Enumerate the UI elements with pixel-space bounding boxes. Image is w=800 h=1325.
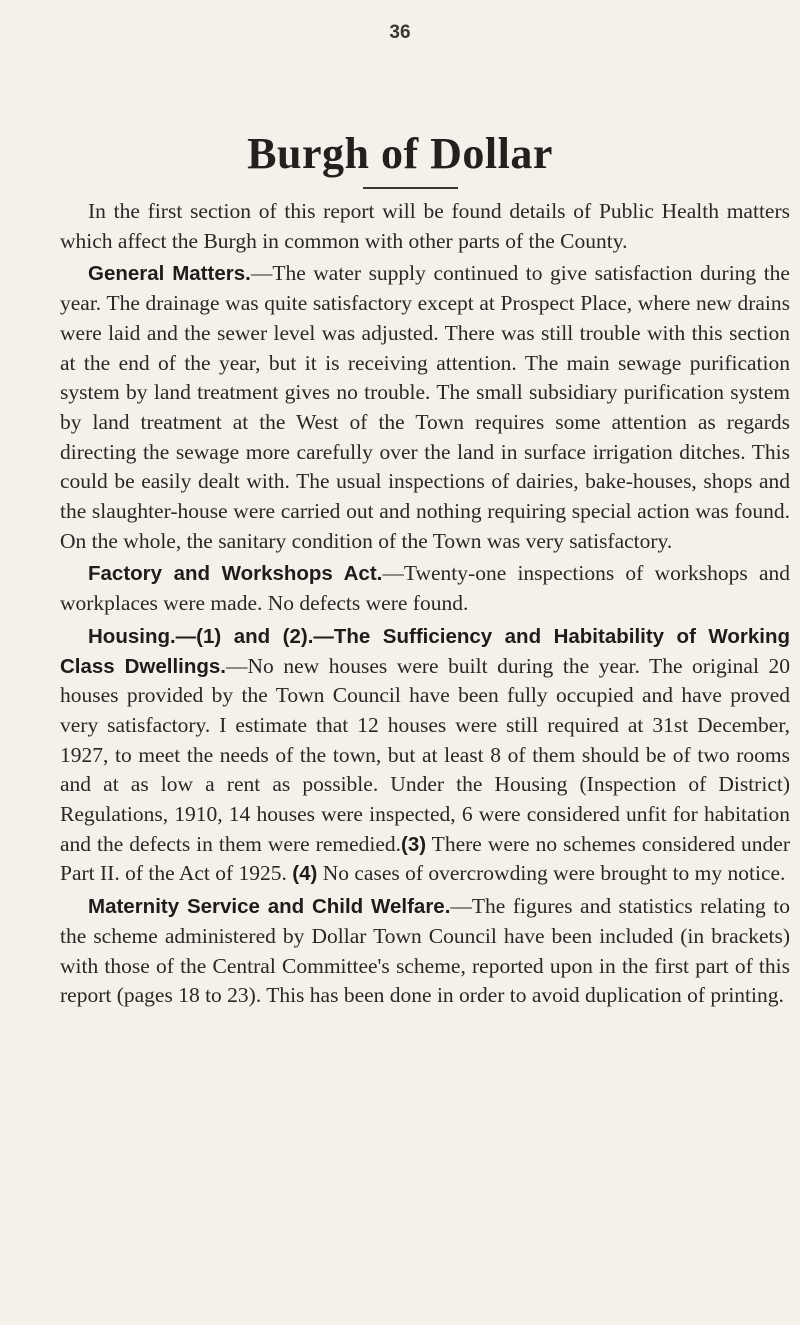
housing-marker-3: (3) (401, 832, 427, 856)
report-body (60, 197, 790, 1014)
page-number: 36 (389, 22, 411, 43)
housing-heading: Housing.—(1) and (2).—The Sufficiency and Habitability of Working Class Dwellings. (60, 624, 790, 678)
housing-text-3: There were no schemes considered under Part II. of the Act of 1925. (60, 831, 790, 886)
housing-marker-4: (4) (292, 862, 318, 886)
general-matters-heading: General Matters. (88, 262, 251, 286)
maternity-paragraph (60, 892, 790, 1011)
general-matters-text: —The water supply continued to give satisfaction during the year. The drainage was quite satisfactory except at Prospect Place, where new drains were laid and the sewer level was adjusted. There was still trouble with this section at the end of the year, but it is receiving attention. The main sewage purification system by land treatment gives no trouble. The small subsidiary purification system by land treatment at the West of the Town requires some attention as regards directing the sewage more carefully over the land in surface irrigation ditches. This could be easily dealt with. The usual inspections of dairies, bake-houses, shops and the slaughter-house were carried out and nothing requiring special action was found. On the whole, the sanitary condition of the Town was very satisfactory. (60, 261, 790, 553)
factory-text: —Twenty-one inspections of workshops and workplaces were made. No defects were found. (60, 561, 790, 616)
page-title: Burgh of Dollar (247, 129, 553, 178)
intro-text: In the first section of this report will be found details of Public Health matters which affect the Burgh in common with other parts of the County. (60, 199, 790, 253)
general-matters-paragraph (60, 259, 790, 556)
housing-paragraph (60, 622, 790, 889)
maternity-heading: Maternity Service and Child Welfare. (88, 895, 451, 919)
factory-paragraph (60, 559, 790, 618)
factory-heading: Factory and Workshops Act. (88, 562, 383, 586)
housing-text-1: —No new houses were built during the year. The original 20 houses provided by the Town Council have been fully occupied and have proved very satisfactory. I estimate that 12 houses were still required at 31st December, 1927, to meet the needs of the town, but at least 8 of them should be of two rooms and at as low a rent as possible. Under the Housing (Inspection of District) Regulations, 1910, 14 houses were inspected, 6 were considered unfit for habitation and the defects in them were remedied. (60, 653, 791, 856)
housing-text-4: No cases of overcrowding were brought to my notice. (317, 861, 786, 886)
title-divider (363, 187, 458, 189)
intro-paragraph (60, 197, 790, 256)
maternity-text: —The figures and statistics relating to the scheme administered by Dollar Town Council have been included (in brackets) with those of the Central Committee's scheme, reported upon in the first part of this report (pages 18 to 23). This has been done in order to avoid duplication of printing. (60, 894, 790, 1008)
